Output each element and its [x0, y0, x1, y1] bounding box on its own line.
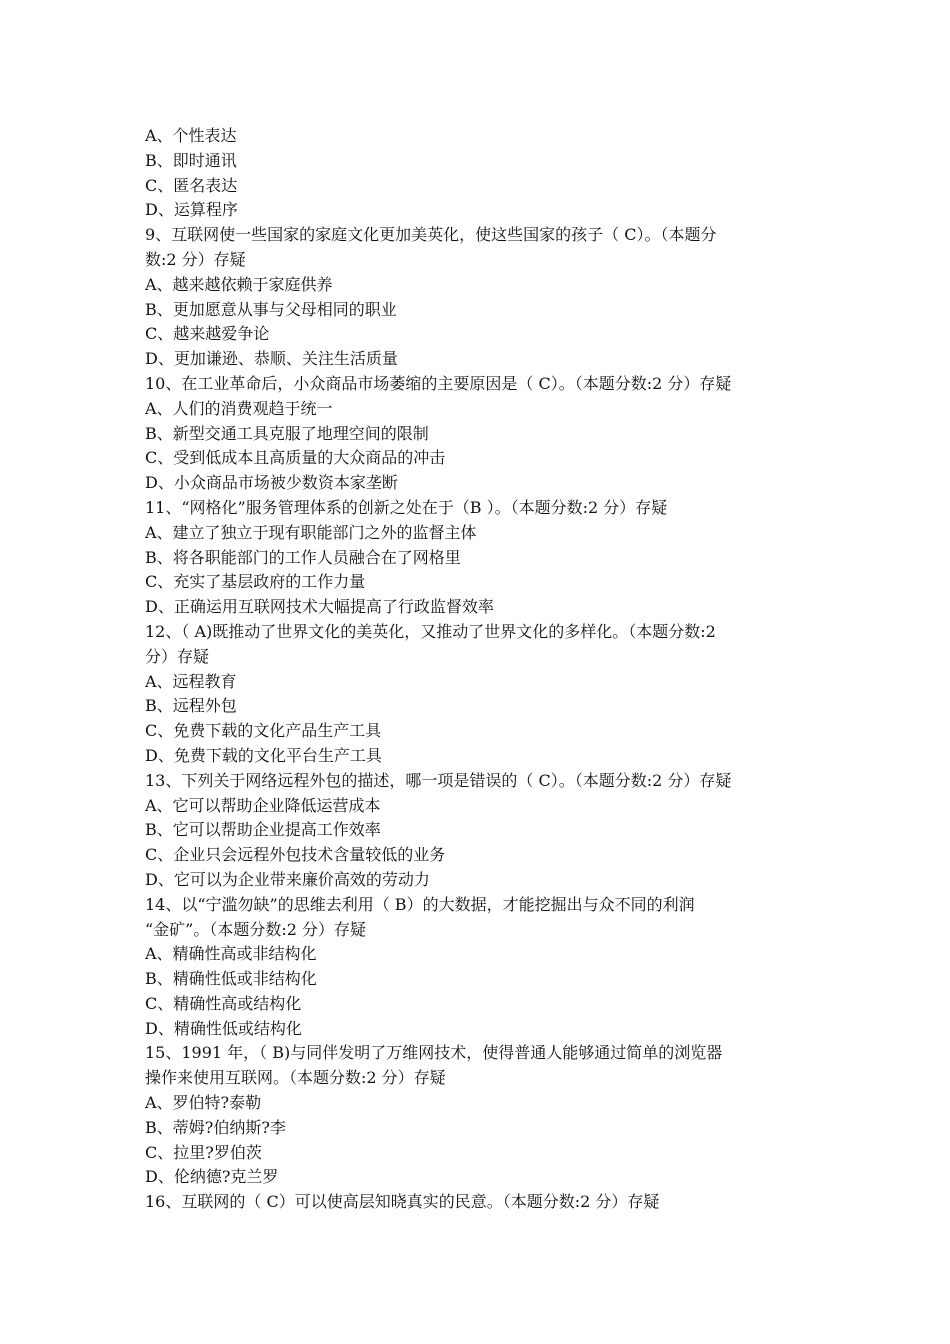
text-line: 15、1991 年，（ B)与同伴发明了万维网技术，使得普通人能够通过简单的浏览器 — [145, 1043, 723, 1063]
text-line: B、新型交通工具克服了地理空间的限制 — [145, 423, 429, 443]
text-line: A、精确性高或非结构化 — [145, 944, 317, 964]
text-line: C、免费下载的文化产品生产工具 — [145, 721, 382, 741]
text-line: C、匿名表达 — [145, 175, 238, 195]
text-line: 13、下列关于网络远程外包的描述，哪一项是错误的（ C）。（本题分数:2 分）存疑 — [145, 770, 732, 790]
text-line: 14、以“宁滥勿缺”的思维去利用（ B）的大数据，才能挖掘出与众不同的利润 — [145, 894, 695, 914]
text-line: A、越来越依赖于家庭供养 — [145, 274, 333, 294]
text-line: 数:2 分）存疑 — [145, 249, 246, 269]
text-line: D、小众商品市场被少数资本家垄断 — [145, 473, 398, 493]
text-line: C、受到低成本且高质量的大众商品的冲击 — [145, 448, 446, 468]
text-line: B、蒂姆?伯纳斯?李 — [145, 1117, 286, 1137]
text-line: 操作来使用互联网。（本题分数:2 分）存疑 — [145, 1068, 446, 1088]
text-line: D、更加谦逊、恭顺、关注生活质量 — [145, 349, 398, 369]
text-line: D、精确性低或结构化 — [145, 1018, 302, 1038]
text-line: D、免费下载的文化平台生产工具 — [145, 745, 382, 765]
text-line: D、正确运用互联网技术大幅提高了行政监督效率 — [145, 597, 494, 617]
text-line: A、它可以帮助企业降低运营成本 — [145, 795, 381, 815]
text-line: B、即时通讯 — [145, 150, 237, 170]
text-line: “金矿”。（本题分数:2 分）存疑 — [145, 919, 367, 939]
text-line: A、个性表达 — [145, 126, 237, 145]
text-line: 12、（ A)既推动了世界文化的美英化，又推动了世界文化的多样化。（本题分数:2 — [145, 621, 716, 641]
text-line: A、建立了独立于现有职能部门之外的监督主体 — [145, 522, 477, 542]
text-line: 9、互联网使一些国家的家庭文化更加美英化，使这些国家的孩子（ C）。（本题分 — [145, 225, 717, 245]
text-line: 分）存疑 — [145, 646, 210, 666]
text-line: C、精确性高或结构化 — [145, 993, 302, 1013]
text-line: A、远程教育 — [145, 671, 237, 691]
document-page — [145, 124, 810, 1215]
text-line: B、将各职能部门的工作人员融合在了网格里 — [145, 547, 461, 567]
text-line: C、企业只会远程外包技术含量较低的业务 — [145, 845, 446, 865]
text-line: A、罗伯特?泰勒 — [145, 1093, 262, 1113]
text-line: B、精确性低或非结构化 — [145, 969, 317, 989]
text-line: 16、互联网的（ C）可以使高层知晓真实的民意。（本题分数:2 分）存疑 — [145, 1192, 660, 1212]
text-line: C、充实了基层政府的工作力量 — [145, 572, 366, 592]
text-line: 10、在工业革命后，小众商品市场萎缩的主要原因是（ C）。（本题分数:2 分）存疑 — [145, 373, 732, 393]
text-line: D、运算程序 — [145, 200, 238, 220]
text-line: D、伦纳德?克兰罗 — [145, 1167, 279, 1187]
text-line: D、它可以为企业带来廉价高效的劳动力 — [145, 869, 430, 889]
text-line: A、人们的消费观趋于统一 — [145, 398, 333, 418]
text-line: B、远程外包 — [145, 696, 237, 716]
text-line: C、越来越爱争论 — [145, 324, 270, 344]
text-line: B、更加愿意从事与父母相同的职业 — [145, 299, 397, 319]
text-line: B、它可以帮助企业提高工作效率 — [145, 820, 381, 840]
text-line: 11、“网格化”服务管理体系的创新之处在于（B ）。（本题分数:2 分）存疑 — [145, 497, 668, 517]
text-line: C、拉里?罗伯茨 — [145, 1142, 262, 1162]
